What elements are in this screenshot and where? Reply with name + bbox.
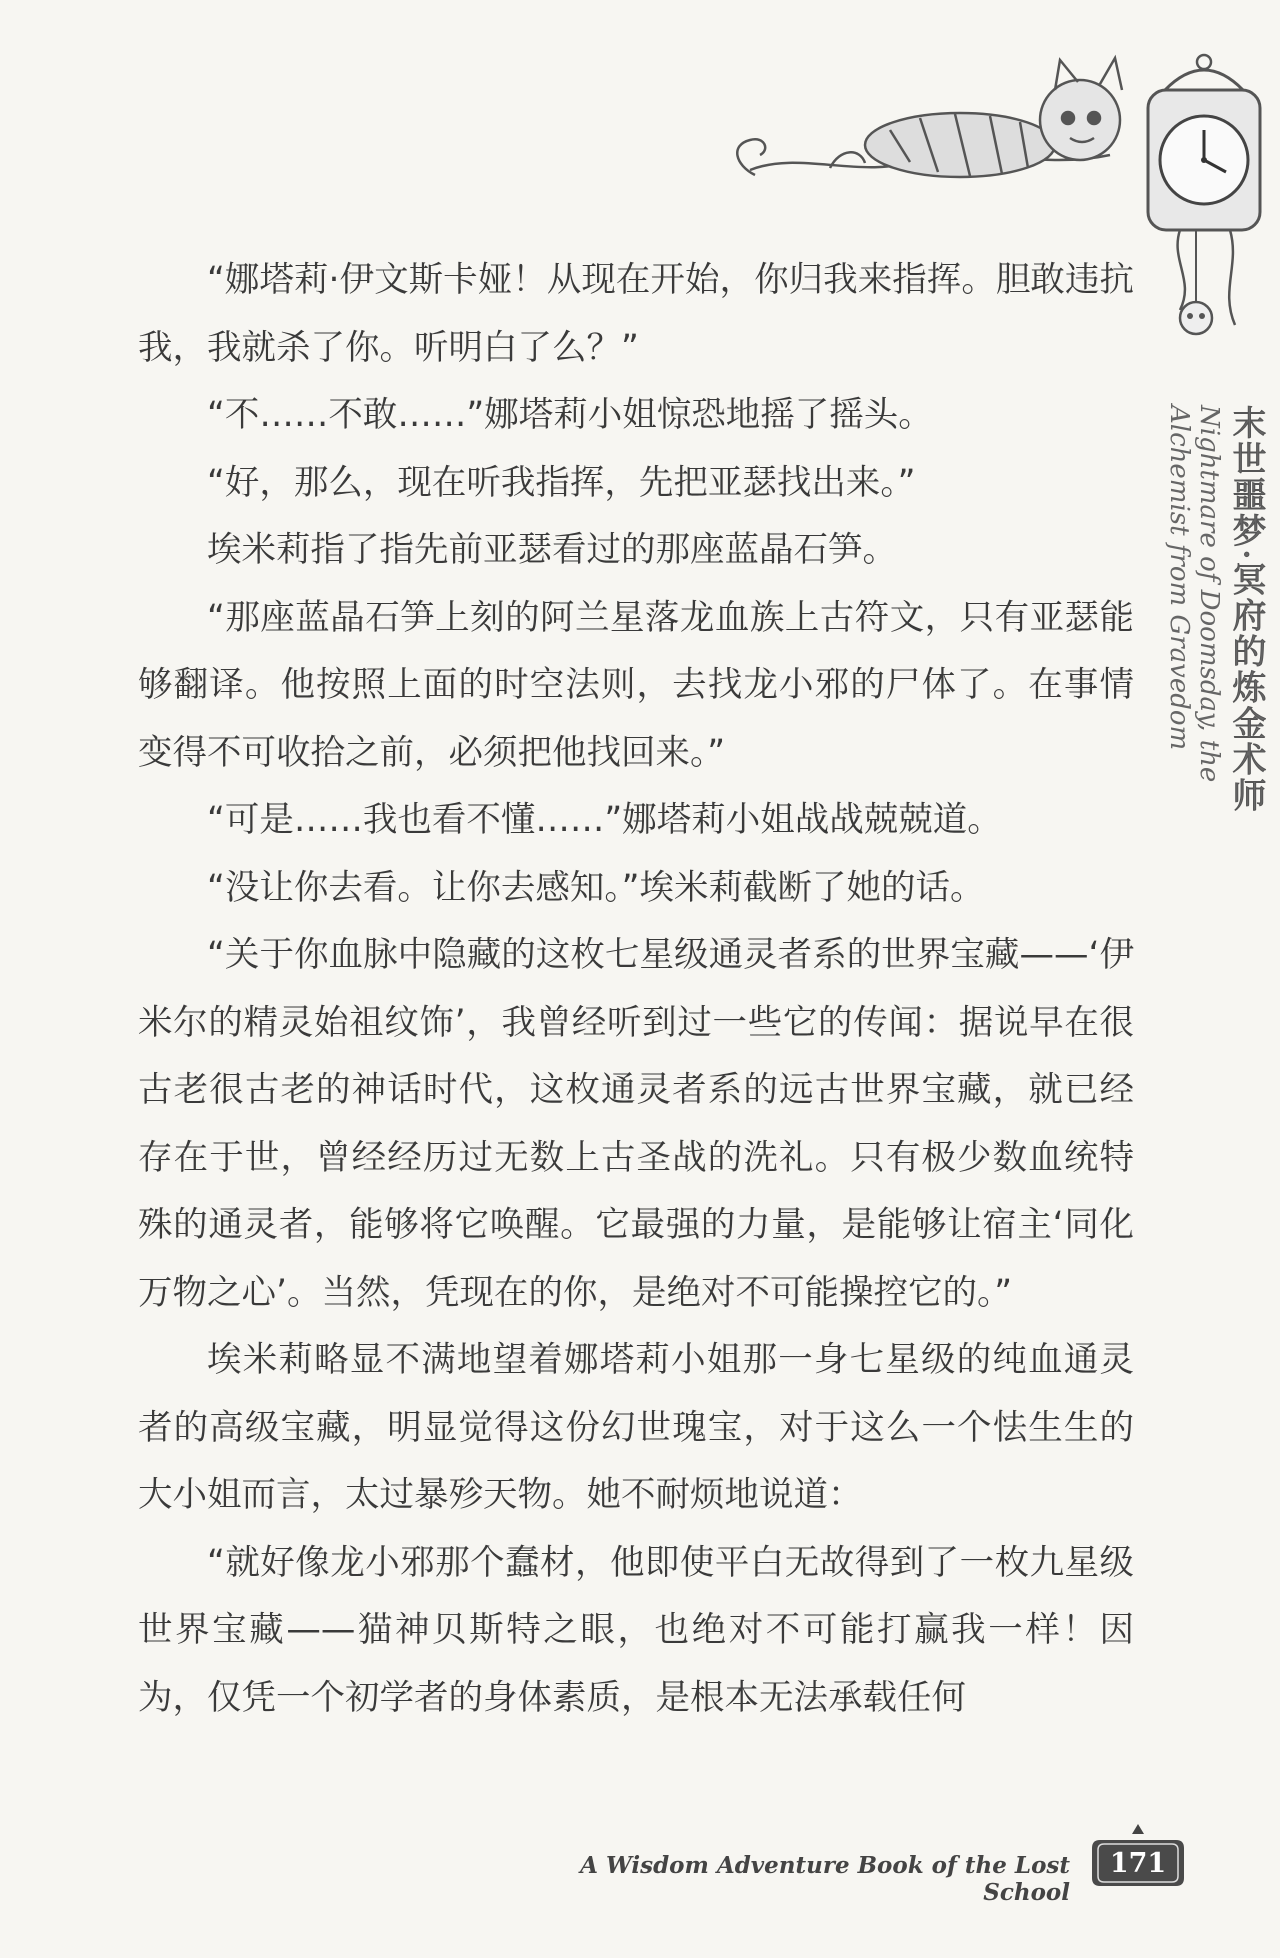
paragraph: “不……不敢……”娜塔莉小姐惊恐地摇了摇头。 bbox=[207, 395, 933, 435]
running-title-english: Nightmare of Doomsday, the Alchemist from Gravedom bbox=[1164, 405, 1224, 783]
footer-book-title: A Wisdom Adventure Book of the Lost School bbox=[580, 1852, 1070, 1906]
page-number: 171 bbox=[1109, 1848, 1167, 1879]
paragraph: “关于你血脉中隐藏的这枚七星级通灵者系的世界宝藏——‘伊米尔的精灵始祖纹饰’，我曾经听到过一些它的传闻：据说早在很古老很古老的神话时代，这枚通灵者系的远古世界宝藏，就已经存在于世，曾经经历过无数上古圣战的洗礼。只有极少数血统特殊的通灵者，能够将它唤醒。它最强的力量，是能够让宿主‘同化万物之心’。当然，凭现在的你，是绝对不可能操控它的。” bbox=[138, 935, 1134, 1313]
paragraph: “可是……我也看不懂……”娜塔莉小姐战战兢兢道。 bbox=[207, 800, 1002, 840]
body-text bbox=[138, 247, 1134, 1732]
page-number-badge bbox=[1090, 1822, 1186, 1892]
clock-ornament bbox=[1148, 55, 1260, 230]
paragraph: 埃米莉略显不满地望着娜塔莉小姐那一身七星级的纯血通灵者的高级宝藏，明显觉得这份幻世瑰宝，对于这么一个怯生生的大小姐而言，太过暴殄天物。她不耐烦地说道： bbox=[138, 1340, 1134, 1515]
paragraph: “那座蓝晶石笋上刻的阿兰星落龙血族上古符文，只有亚瑟能够翻译。他按照上面的时空法则，去找龙小邪的尸体了。在事情变得不可收拾之前，必须把他找回来。” bbox=[138, 597, 1134, 773]
paragraph: 埃米莉指了指先前亚瑟看过的那座蓝晶石笋。 bbox=[207, 530, 897, 570]
paragraph: “就好像龙小邪那个蠢材，他即使平白无故得到了一枚九星级世界宝藏——猫神贝斯特之眼，也绝对不可能打赢我一样！因为，仅凭一个初学者的身体素质，是根本无法承载任何 bbox=[138, 1542, 1134, 1718]
paragraph: “好，那么，现在听我指挥，先把亚瑟找出来。” bbox=[207, 462, 916, 503]
running-title bbox=[1160, 405, 1266, 865]
running-title-chinese: 末世噩梦·冥府的炼金术师 bbox=[1226, 405, 1266, 814]
paragraph: “娜塔莉·伊文斯卡娅！从现在开始，你归我来指挥。胆敢违抗我，我就杀了你。听明白了么？” bbox=[138, 260, 1134, 368]
paragraph: “没让你去看。让你去感知。”埃米莉截断了她的话。 bbox=[207, 867, 985, 908]
